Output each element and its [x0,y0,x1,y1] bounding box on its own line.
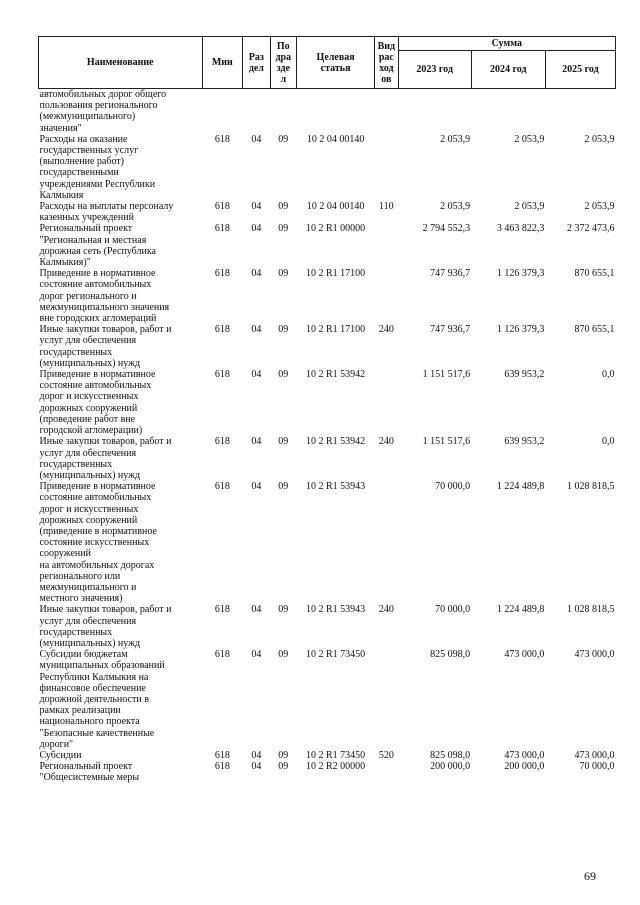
row-sum-2023: 2 794 552,3 [422,223,471,235]
row-sum-2023: 2 053,9 [440,133,471,145]
row-razdel: 04 [251,761,262,773]
row-podrazdel: 09 [278,604,289,616]
row-podrazdel: 09 [278,201,289,213]
row-min: 618 [214,369,230,381]
header-min: Мин [202,37,243,89]
row-name-line: услуг для обеспечения [39,615,137,627]
row-name [39,604,203,649]
row-sum-2025: 2 053,9 [584,201,615,213]
row-name-line: (приведение в нормативное [39,525,157,537]
row-min: 618 [214,749,230,761]
row-name-line: финансовое обеспечение [39,682,146,694]
row-sum-2025: 473 000,0 [574,749,615,761]
row-razdel: 04 [251,324,262,336]
row-name-line: муниципальных образований [39,660,165,672]
row-sum-2025: 0,0 [602,369,615,381]
row-min [202,89,243,134]
row-target: 10 2 R1 53942 [306,436,366,448]
row-sum-2024: 3 463 822,3 [496,223,545,235]
row-name-line: состояние автомобильных [39,279,152,291]
row-name-line: Калмыкия [39,189,84,201]
row-name-line: "Региональная и местная [39,234,147,246]
row-name-line: Региональный проект [39,223,133,235]
row-target: 10 2 R1 73450 [306,749,366,761]
table-row [39,201,616,223]
row-name [39,369,203,436]
row-podrazdel [270,89,296,134]
row-sum-2024: 639 953,2 [504,369,545,381]
row-name-line: государственных [39,346,113,358]
row-sum-2025 [545,89,615,134]
row-name-line: Иные закупки товаров, работ и [39,604,172,616]
row-sum-2024: 2 053,9 [514,201,545,213]
row-name-line: Приведение в нормативное [39,369,156,381]
row-vid: 240 [378,604,394,616]
row-target: 10 2 R1 00000 [306,223,366,235]
row-sum-2024: 1 224 489,8 [496,604,545,616]
row-razdel: 04 [251,369,262,381]
table-row [39,223,616,268]
row-min: 618 [214,268,230,280]
row-podrazdel: 09 [278,324,289,336]
row-sum-2024: 1 224 489,8 [496,481,545,493]
row-podrazdel: 09 [278,749,289,761]
table-row [39,481,616,604]
table-row [39,268,616,324]
row-name-line: дорожной деятельности в [39,693,149,705]
row-name-line: пользования регионального [39,100,158,112]
row-name [39,324,203,369]
row-name-line: автомобильных дорог общего [39,89,167,100]
row-podrazdel: 09 [278,369,289,381]
row-sum-2024: 2 053,9 [514,133,545,145]
row-name-line: Иные закупки товаров, работ и [39,436,172,448]
row-sum-2024: 1 126 379,3 [496,324,545,336]
row-name-line: "Безопасные качественные [39,727,155,739]
budget-table [38,36,616,784]
row-target: 10 2 R1 17100 [306,268,366,280]
header-podrazdel-line: дра [275,51,292,63]
table-row [39,649,616,750]
table-row [39,369,616,436]
table-row [39,436,616,481]
row-name-line: Приведение в нормативное [39,481,156,493]
row-sum-2023 [398,89,471,134]
row-razdel: 04 [251,201,262,213]
row-target: 10 2 R1 73450 [306,649,366,661]
row-sum-2024 [471,89,545,134]
row-sum-2025: 473 000,0 [574,649,615,661]
row-podrazdel: 09 [278,133,289,145]
header-podrazdel [270,37,296,89]
row-sum-2023: 747 936,7 [430,324,471,336]
row-razdel: 04 [251,481,262,493]
row-name-line: Приведение в нормативное [39,268,156,280]
row-name [39,223,203,268]
row-sum-2023: 825 098,0 [430,749,471,761]
row-podrazdel: 09 [278,649,289,661]
row-razdel: 04 [251,223,262,235]
row-vid: 240 [378,436,394,448]
row-name-line: дорог регионального и [39,290,137,302]
row-target: 10 2 R1 17100 [306,324,366,336]
row-sum-2023: 747 936,7 [430,268,471,280]
header-target-line: Целевая [316,51,355,63]
row-vid [375,649,398,750]
row-target: 10 2 R1 53943 [306,481,366,493]
table-row [39,324,616,369]
row-sum-2025: 2 372 473,6 [567,223,615,235]
header-name: Наименование [39,37,203,89]
row-name-line: (муниципальных) нужд [39,469,141,481]
row-name-line: Субсидии бюджетам [39,649,128,661]
row-vid [375,268,398,324]
header-razdel-line: дел [248,62,264,74]
row-podrazdel: 09 [278,481,289,493]
row-sum-2023: 1 151 517,6 [422,436,471,448]
row-name-line: государственных услуг [39,145,139,157]
row-min: 618 [214,324,230,336]
row-min: 618 [214,604,230,616]
row-razdel: 04 [251,436,262,448]
header-year-2024: 2024 год [471,51,545,89]
row-min: 618 [214,436,230,448]
row-name-line: Расходы на оказание [39,133,128,145]
row-name-line: дорожных сооружений [39,402,138,414]
row-min: 618 [214,481,230,493]
header-podrazdel-line: зде [276,62,290,74]
row-target: 10 2 R1 53942 [306,369,366,381]
row-min: 618 [214,649,230,661]
row-name-line: (проведение работ вне [39,413,136,425]
row-name-line: услуг для обеспечения [39,447,137,459]
row-name [39,761,203,783]
row-sum-2024: 639 953,2 [504,436,545,448]
row-name-line: (муниципальных) нужд [39,637,141,649]
row-razdel: 04 [251,268,262,280]
row-name-line: состояние автомобильных [39,380,152,392]
row-name-line: дороги" [39,738,74,750]
row-sum-2025: 0,0 [602,436,615,448]
row-sum-2024: 473 000,0 [504,649,545,661]
row-name-line: государственных [39,626,113,638]
row-min: 618 [214,761,230,773]
row-target: 10 2 R1 53943 [306,604,366,616]
row-name-line: значения" [39,122,82,134]
row-sum-2025: 70 000,0 [579,761,615,773]
row-sum-2025: 2 053,9 [584,133,615,145]
row-sum-2024: 1 126 379,3 [496,268,545,280]
header-year-2025: 2025 год [545,51,615,89]
row-name-line: Республики Калмыкия на [39,671,149,683]
row-name-line: состояние искусственных [39,537,150,549]
row-name-line: городской агломерации) [39,425,143,437]
header-vid-line: ов [381,73,392,85]
table-body [39,89,616,784]
row-name-line: Калмыкия)" [39,257,91,269]
row-sum-2023: 1 151 517,6 [422,369,471,381]
header-razdel [243,37,270,89]
row-name-line: дорожная сеть (Республика [39,245,156,257]
row-name [39,436,203,481]
table-row [39,761,616,783]
header-vid [375,37,398,89]
row-name-line: казенных учреждений [39,212,134,224]
row-sum-2023: 200 000,0 [430,761,471,773]
row-target: 10 2 04 00140 [306,133,365,145]
header-sum: Сумма [398,37,615,51]
row-min: 618 [214,223,230,235]
row-name-line: национального проекта [39,716,140,728]
row-vid [375,89,398,134]
page-number: 69 [584,869,596,883]
row-razdel: 04 [251,604,262,616]
row-name-line: дорожных сооружений [39,514,138,526]
row-vid [375,761,398,783]
header-year-2023: 2023 год [398,51,471,89]
row-name-line: на автомобильных дорогах [39,559,155,571]
row-sum-2023: 2 053,9 [440,201,471,213]
row-min: 618 [214,201,230,213]
header-podrazdel-line: По [276,40,290,52]
header-target-line: статья [320,62,351,74]
row-sum-2025: 1 028 818,5 [567,604,615,616]
row-name-line: сооружений [39,548,91,560]
row-sum-2023: 825 098,0 [430,649,471,661]
row-vid [375,134,398,201]
row-name [39,750,203,761]
row-name [39,89,203,134]
row-podrazdel: 09 [278,761,289,773]
row-name-line: (муниципальных) нужд [39,357,141,369]
row-name-line: Иные закупки товаров, работ и [39,324,172,336]
header-razdel-line: Раз [248,51,264,63]
row-razdel [243,89,270,134]
row-sum-2023: 70 000,0 [435,481,471,493]
row-name [39,201,203,223]
row-name-line: (межмуниципального) [39,111,136,123]
table-row [39,89,616,134]
row-vid: 520 [378,749,394,761]
row-vid [375,481,398,604]
row-razdel: 04 [251,133,262,145]
row-vid [375,223,398,268]
row-razdel: 04 [251,749,262,761]
row-name-line: Расходы на выплаты персоналу [39,201,174,213]
row-name-line: состояние автомобильных [39,492,152,504]
row-name-line: рамках реализации [39,705,121,717]
row-razdel: 04 [251,649,262,661]
table-row [39,134,616,201]
row-name-line: дорог и искусственных [39,391,139,403]
row-sum-2023: 70 000,0 [435,604,471,616]
row-name [39,134,203,201]
row-vid: 110 [379,201,394,213]
row-name-line: учреждениями Республики [39,178,156,190]
row-name-line: Региональный проект [39,761,133,773]
row-name-line: межмуниципального значения [39,301,170,313]
header-target [296,37,374,89]
row-sum-2024: 473 000,0 [504,749,545,761]
row-vid [375,369,398,436]
row-target [296,89,374,134]
row-podrazdel: 09 [278,436,289,448]
row-podrazdel: 09 [278,268,289,280]
table-header [39,37,616,89]
row-name [39,649,203,750]
row-target: 10 2 R2 00000 [306,761,366,773]
row-name-line: межмуниципального и [39,581,137,593]
row-name-line: дорог и искусственных [39,503,139,515]
row-name-line: вне городских агломераций [39,313,157,325]
row-name [39,268,203,324]
table-row [39,604,616,649]
row-name-line: (выполнение работ) [39,156,125,168]
table-row [39,750,616,761]
row-name-line: местного значения) [39,593,123,605]
row-vid: 240 [378,324,394,336]
row-name-line: "Общесистемные меры [39,772,140,784]
row-podrazdel: 09 [278,223,289,235]
row-sum-2025: 870 655,1 [574,324,615,336]
row-name [39,481,203,604]
row-sum-2024: 200 000,0 [504,761,545,773]
row-sum-2025: 1 028 818,5 [567,481,615,493]
row-name-line: государственных [39,458,113,470]
row-name-line: Субсидии [39,749,82,761]
row-name-line: услуг для обеспечения [39,335,137,347]
header-vid-line: рас [378,51,394,63]
header-vid-line: Вид [377,40,396,52]
row-target: 10 2 04 00140 [306,201,365,213]
row-name-line: регионального или [39,570,121,582]
row-name-line: государственными [39,167,119,179]
row-sum-2025: 870 655,1 [574,268,615,280]
row-min: 618 [214,133,230,145]
header-vid-line: ход [379,62,394,74]
header-podrazdel-line: л [280,73,287,85]
